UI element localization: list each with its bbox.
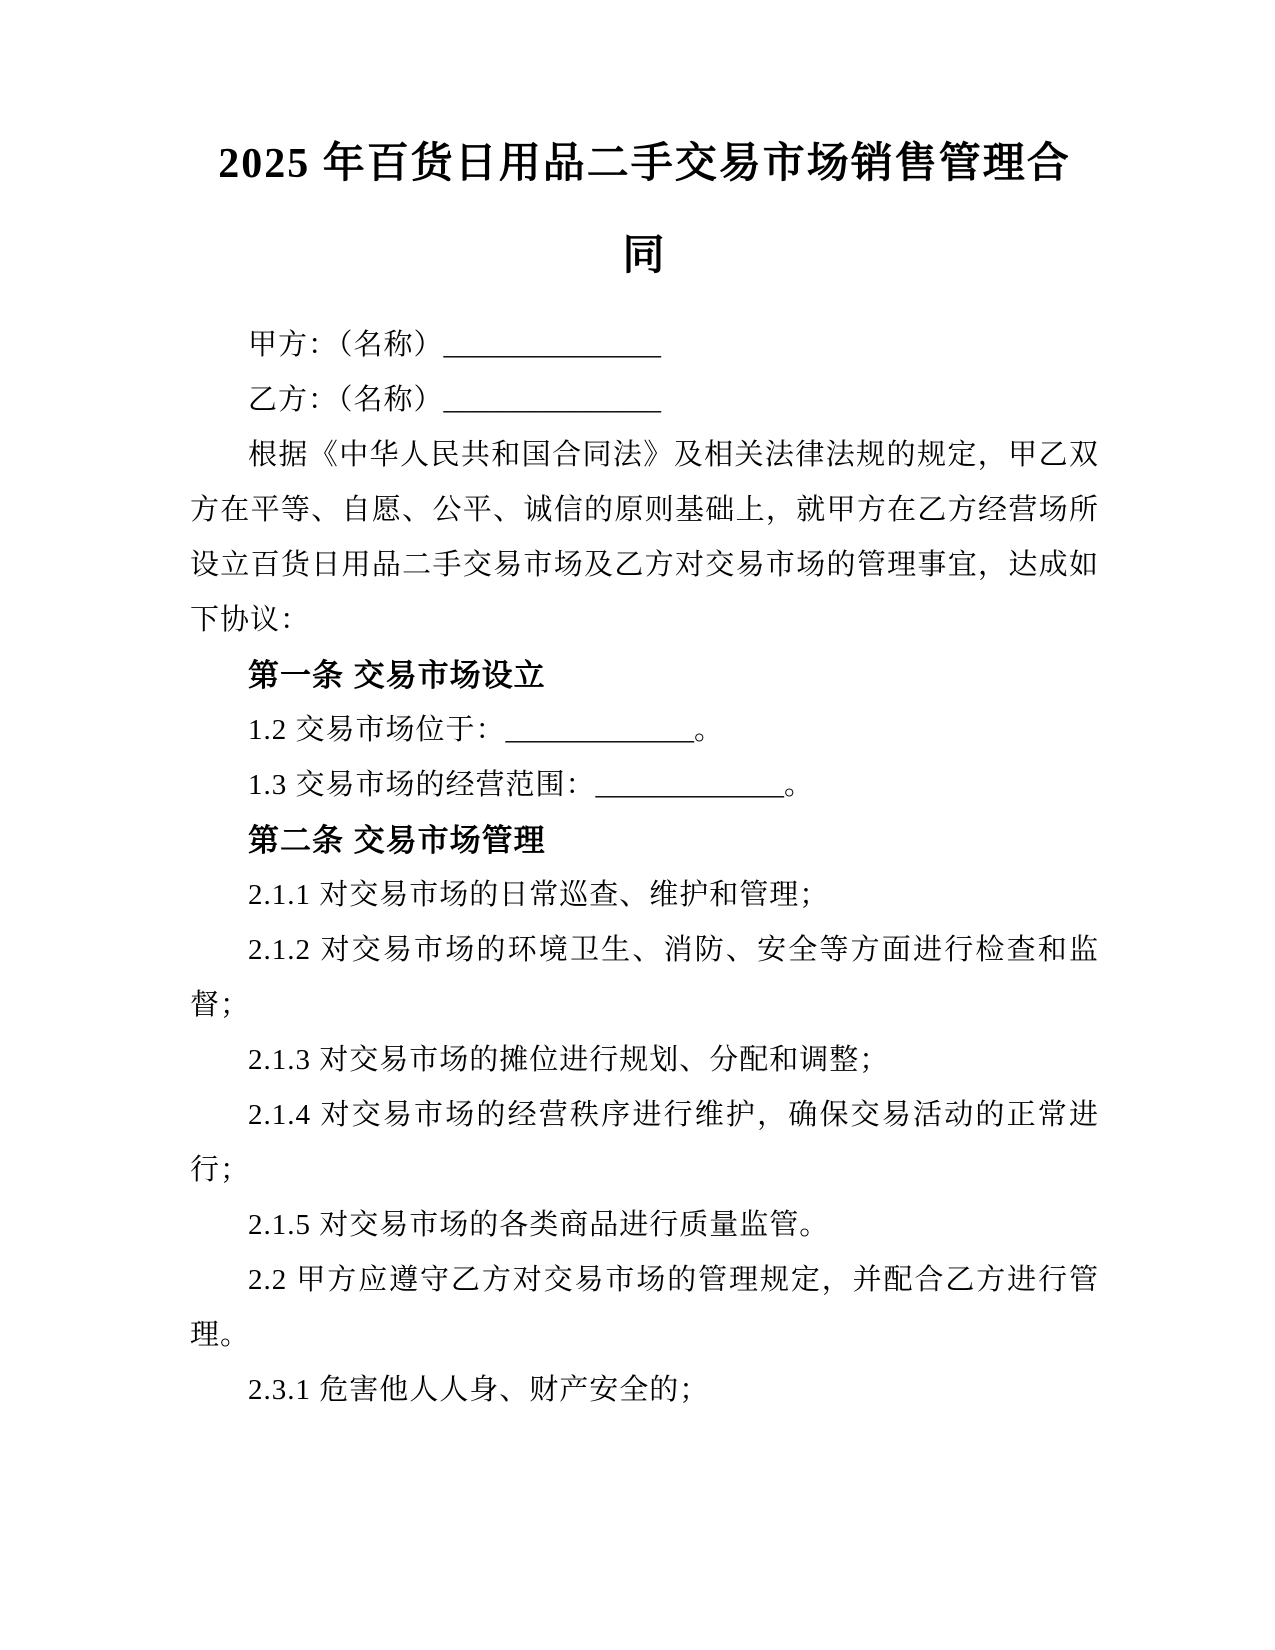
clause-2-1-1: 2.1.1 对交易市场的日常巡查、维护和管理； — [248, 879, 830, 911]
document-title-line-2: 同 — [622, 233, 667, 279]
clause-1-2 — [190, 703, 1099, 758]
clause-1-2-text: 1.2 交易市场位于： — [248, 714, 506, 746]
clause-1-3-blank: _____________ — [595, 769, 785, 801]
clause-2-1-2: 2.1.2 对交易市场的环境卫生、消防、安全等方面进行检查和监督； — [190, 934, 1099, 1021]
clause-2-3-1: 2.3.1 危害他人人身、财产安全的； — [248, 1374, 710, 1406]
clause-1-2-blank: _____________ — [505, 714, 695, 746]
section-2-heading: 第二条 交易市场管理 — [248, 823, 546, 858]
document-title-line-1: 2025 年百货日用品二手交易市场销售管理合 — [218, 141, 1071, 187]
party-b-blank: _______________ — [443, 384, 662, 416]
clause-2-1-3: 2.1.3 对交易市场的摊位进行规划、分配和调整； — [248, 1044, 890, 1076]
clause-1-2-suffix: 。 — [694, 714, 725, 746]
preamble-paragraph: 根据《中华人民共和国合同法》及相关法律法规的规定，甲乙双方在平等、自愿、公平、诚信的原则基础上，就甲方在乙方经营场所设立百货日用品二手交易市场及乙方对交易市场的管理事宜，达成如下协议： — [190, 439, 1099, 636]
clause-2-2: 2.2 甲方应遵守乙方对交易市场的管理规定，并配合乙方进行管理。 — [190, 1264, 1099, 1351]
party-a-line — [190, 318, 1099, 373]
party-b-label: 乙方：（名称） — [248, 384, 444, 416]
clause-1-3-suffix: 。 — [784, 769, 815, 801]
clause-2-1-4: 2.1.4 对交易市场的经营秩序进行维护，确保交易活动的正常进行； — [190, 1099, 1099, 1186]
clause-2-1-5: 2.1.5 对交易市场的各类商品进行质量监管。 — [248, 1209, 830, 1241]
party-a-blank: _______________ — [443, 329, 662, 361]
clause-1-3 — [190, 758, 1099, 813]
party-b-line — [190, 373, 1099, 428]
party-a-label: 甲方：（名称） — [248, 329, 444, 361]
document-title — [190, 118, 1099, 302]
clause-1-3-text: 1.3 交易市场的经营范围： — [248, 769, 596, 801]
section-1-heading: 第一条 交易市场设立 — [248, 658, 546, 693]
